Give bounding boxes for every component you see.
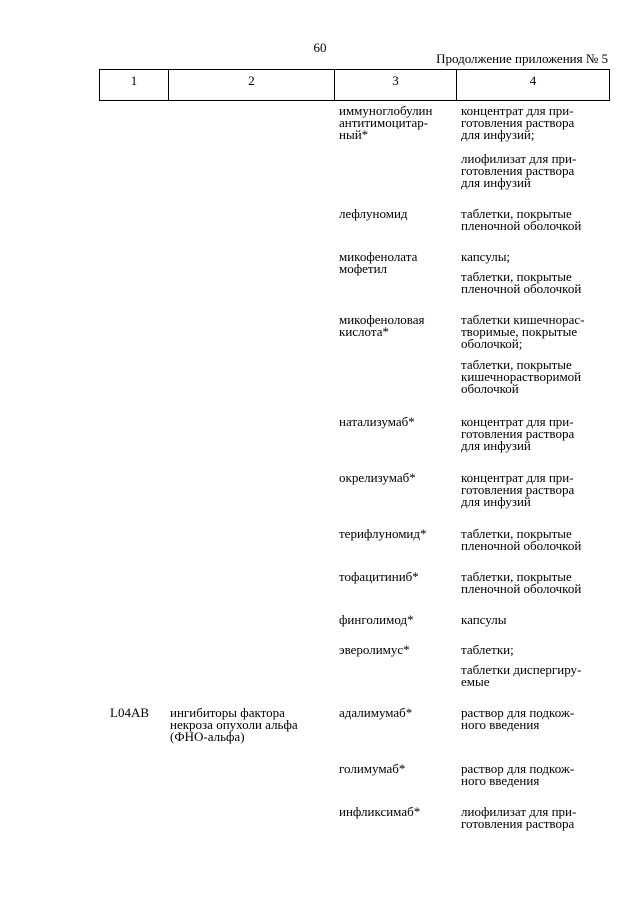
drug-name: микофенолата мофетил: [339, 249, 418, 276]
dosage-form: концентрат для при- готовления раствора для инфузий;: [461, 103, 575, 142]
dosage-form: раствор для подкож- ного введения: [461, 705, 575, 732]
dosage-form: таблетки диспергиру- емые: [461, 662, 582, 689]
dosage-form: капсулы: [461, 612, 507, 627]
dosage-form: концентрат для при- готовления раствора для инфузий: [461, 470, 575, 509]
pharmacological-group: ингибиторы фактора некроза опухоли альфа (ФНО-альфа): [170, 705, 298, 744]
drug-name: натализумаб*: [339, 414, 415, 429]
atc-code: L04AB: [110, 705, 149, 720]
drug-name: лефлуномид: [339, 206, 408, 221]
dosage-form: таблетки, покрытые пленочной оболочкой: [461, 269, 582, 296]
dosage-form: лиофилизат для при- готовления раствора для инфузий: [461, 151, 577, 190]
dosage-form: таблетки, покрытые пленочной оболочкой: [461, 206, 582, 233]
drug-name: терифлуномид*: [339, 526, 427, 541]
dosage-form: концентрат для при- готовления раствора для инфузий: [461, 414, 575, 453]
dosage-form: таблетки, покрытые кишечнорастворимой оболочкой: [461, 357, 582, 396]
header-col-4: 4: [457, 70, 610, 101]
drug-name: тофацитиниб*: [339, 569, 419, 584]
drug-name: финголимод*: [339, 612, 414, 627]
dosage-form: раствор для подкож- ного введения: [461, 761, 575, 788]
drug-name: эверолимус*: [339, 642, 410, 657]
drug-name: микофеноловая кислота*: [339, 312, 425, 339]
table-header: [99, 69, 610, 101]
dosage-form: капсулы;: [461, 249, 511, 264]
header-col-1: 1: [100, 70, 169, 101]
drug-name: инфликсимаб*: [339, 804, 421, 819]
continuation-caption: Продолжение приложения № 5: [436, 51, 608, 66]
dosage-form: таблетки, покрытые пленочной оболочкой: [461, 526, 582, 553]
drug-name: голимумаб*: [339, 761, 406, 776]
dosage-form: таблетки кишечнорас- творимые, покрытые оболочкой;: [461, 312, 585, 351]
dosage-form: лиофилизат для при- готовления раствора: [461, 804, 577, 831]
drug-name: окрелизумаб*: [339, 470, 416, 485]
header-col-3: 3: [335, 70, 457, 101]
header-col-2: 2: [169, 70, 335, 101]
drug-name: иммуноглобулин антитимоцитар- ный*: [339, 103, 433, 142]
page-number: 60: [313, 40, 327, 55]
drug-name: адалимумаб*: [339, 705, 413, 720]
dosage-form: таблетки, покрытые пленочной оболочкой: [461, 569, 582, 596]
dosage-form: таблетки;: [461, 642, 514, 657]
